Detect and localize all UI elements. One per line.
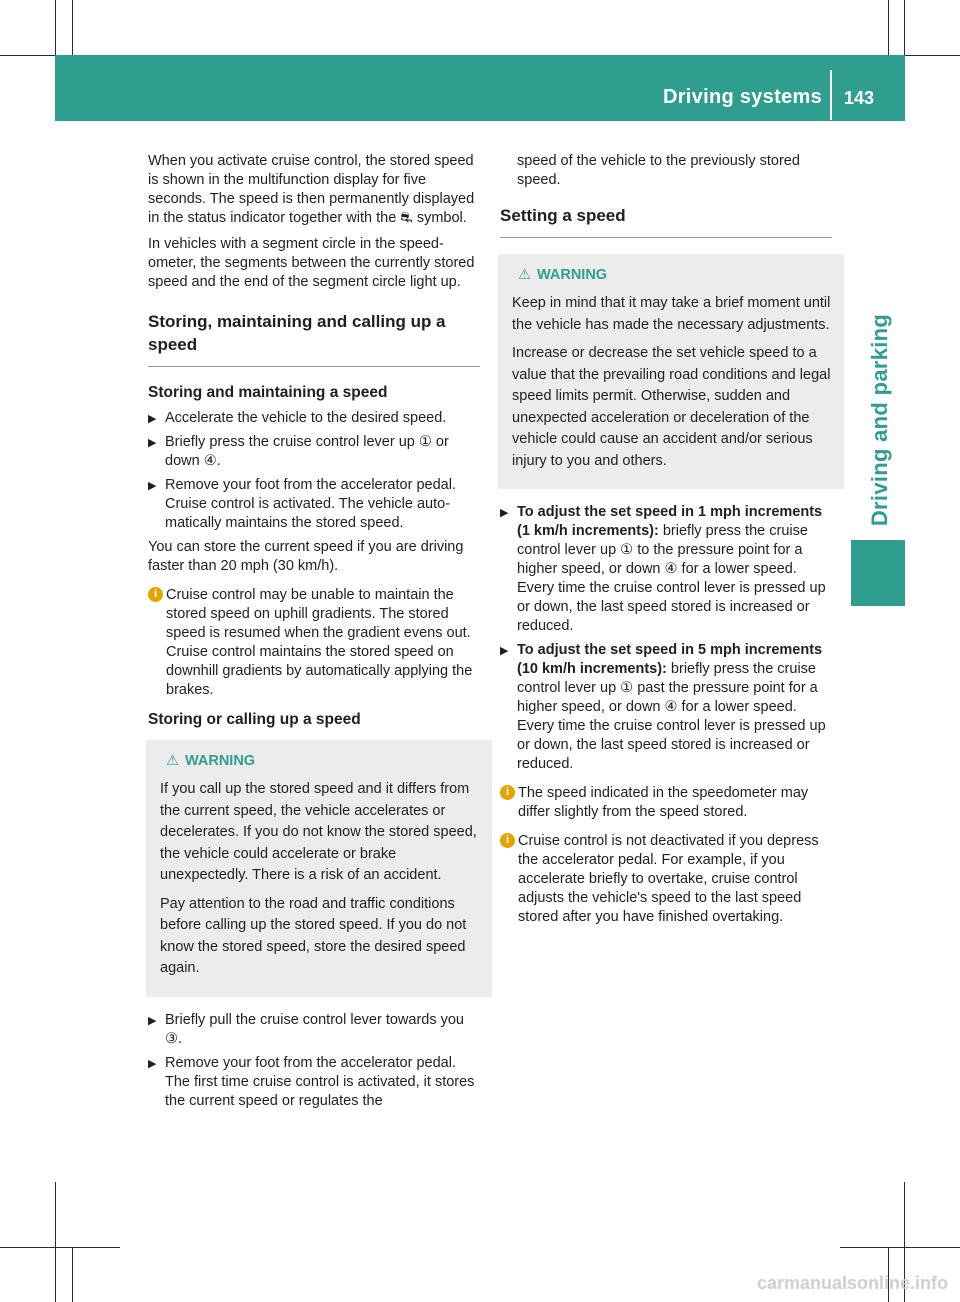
warning-title: ⚠ WARNING <box>166 753 256 769</box>
step-item: ▶ To adjust the set speed in 5 mph increments (10 km/h increments): briefly press the cruise control lever up ① past the pressure point for a higher speed, or down ④ for a lower speed. Every time the cruise control lever is pressed up or down, the last speed stored is increased or reduced. <box>500 642 826 772</box>
chapter-tab-label: Driving and parking <box>867 313 892 527</box>
step-item: ▶ To adjust the set speed in 1 mph increments (1 km/h increments): briefly press the cruise control lever up ① to the pressure point for a higher speed, or down ④ for a lower speed. Every time the cruise control lever is pressed up or down, the last speed stored is increased or reduced. <box>500 504 826 634</box>
subheading-storing-maintaining: Storing and maintaining a speed <box>148 384 388 401</box>
info-note: i Cruise control is not deactivated if you depress the accelerator pedal. For example, if you accelerate briefly to overtake, cruise control adjusts the vehicle's speed to the last speed stored after you have finished overtaking. <box>500 832 832 927</box>
warning-text: Keep in mind that it may take a brief moment until the vehicle has made the necessary adjustments. <box>512 295 831 333</box>
header-divider <box>830 70 832 120</box>
crop-mark <box>55 1182 56 1302</box>
step-arrow-icon: ▶ <box>148 437 157 449</box>
continued-paragraph: speed of the vehicle to the previously stored speed. <box>517 153 800 188</box>
warning-title: ⚠ WARNING <box>518 267 608 283</box>
left-column <box>148 152 480 1116</box>
heading-rule <box>148 366 480 367</box>
warning-text: Pay attention to the road and traffic conditions before calling up the stored speed. If you do not know the stored speed, store the desired speed again. <box>160 895 467 976</box>
watermark: carmanualsonline.info <box>756 1273 948 1293</box>
step-item: ▶ Remove your foot from the accelerator pedal. The first time cruise control is activated, it stores the current speed or regulates the <box>148 1054 475 1109</box>
heading-storing-maintaining: Storing, maintaining and calling up a speed <box>148 312 446 354</box>
subheading-calling-up: Storing or calling up a speed <box>148 711 361 728</box>
warning-text: Increase or decrease the set vehicle speed to a value that the prevailing road conditions and legal speed limits permit. Otherwise, sudden and unexpected acceleration or deceleration of the vehicle could cause an accident and/or serious injury to you and others. <box>512 345 831 469</box>
warning-triangle-icon: ⚠ <box>166 753 179 769</box>
info-icon: i <box>500 785 515 800</box>
crop-mark <box>888 0 889 55</box>
crop-mark <box>72 1247 73 1302</box>
store-condition-paragraph: You can store the current speed if you are driving faster than 20 mph (30 km/h). <box>148 539 464 574</box>
info-note: i The speed indicated in the speedometer may differ slightly from the speed stored. <box>500 784 832 822</box>
info-note: i Cruise control may be unable to maintain the stored speed on uphill gradients. The stored speed is resumed when the gradient evens out. Cruise control maintains the stored speed on downhill gradients by automatically applying the brakes. <box>148 586 480 700</box>
warning-box <box>498 254 844 489</box>
section-title: Driving systems <box>662 86 822 108</box>
crop-mark <box>0 1247 120 1248</box>
warning-text: If you call up the stored speed and it differs from the current speed, the vehicle accelerates or decelerates. If you do not know the stored speed, the vehicle could accelerate or brake unexpectedly. There is a risk of an accident. <box>160 781 477 883</box>
step-item: ▶ Remove your foot from the accelerator pedal. Cruise control is activated. The vehicle automatically maintains the stored speed. <box>148 477 456 531</box>
step-item: ▶ Briefly pull the cruise control lever towards you ③. <box>148 1011 464 1047</box>
step-item: ▶ Accelerate the vehicle to the desired speed. <box>148 409 480 428</box>
step-arrow-icon: ▶ <box>148 413 157 425</box>
step-arrow-icon: ▶ <box>500 645 509 657</box>
info-icon: i <box>500 833 515 848</box>
heading-rule <box>500 237 832 238</box>
page-number: 143 <box>844 88 875 108</box>
right-column <box>500 152 832 937</box>
step-item: ▶ Briefly press the cruise control lever up ① or down ④. <box>148 434 449 469</box>
warning-triangle-icon: ⚠ <box>518 267 531 283</box>
segment-circle-paragraph: In vehicles with a segment circle in the speedometer, the segments between the currently stored speed and the end of the segment circle light up. <box>148 236 475 290</box>
heading-setting-speed: Setting a speed <box>500 206 626 225</box>
intro-paragraph: When you activate cruise control, the stored speed is shown in the multifunction display for five seconds. The speed is then permanently displayed in the status indicator together with the ⛐ symbol. <box>148 153 475 226</box>
step-arrow-icon: ▶ <box>148 1014 157 1027</box>
crop-mark <box>840 1247 960 1248</box>
step-arrow-icon: ▶ <box>148 1057 157 1070</box>
step-arrow-icon: ▶ <box>500 507 509 519</box>
cruise-control-symbol-icon: ⛐ <box>400 210 413 226</box>
crop-mark <box>72 0 73 55</box>
warning-box <box>146 740 492 997</box>
info-icon: i <box>148 587 163 602</box>
chapter-tab-marker <box>851 540 905 606</box>
step-arrow-icon: ▶ <box>148 480 157 492</box>
